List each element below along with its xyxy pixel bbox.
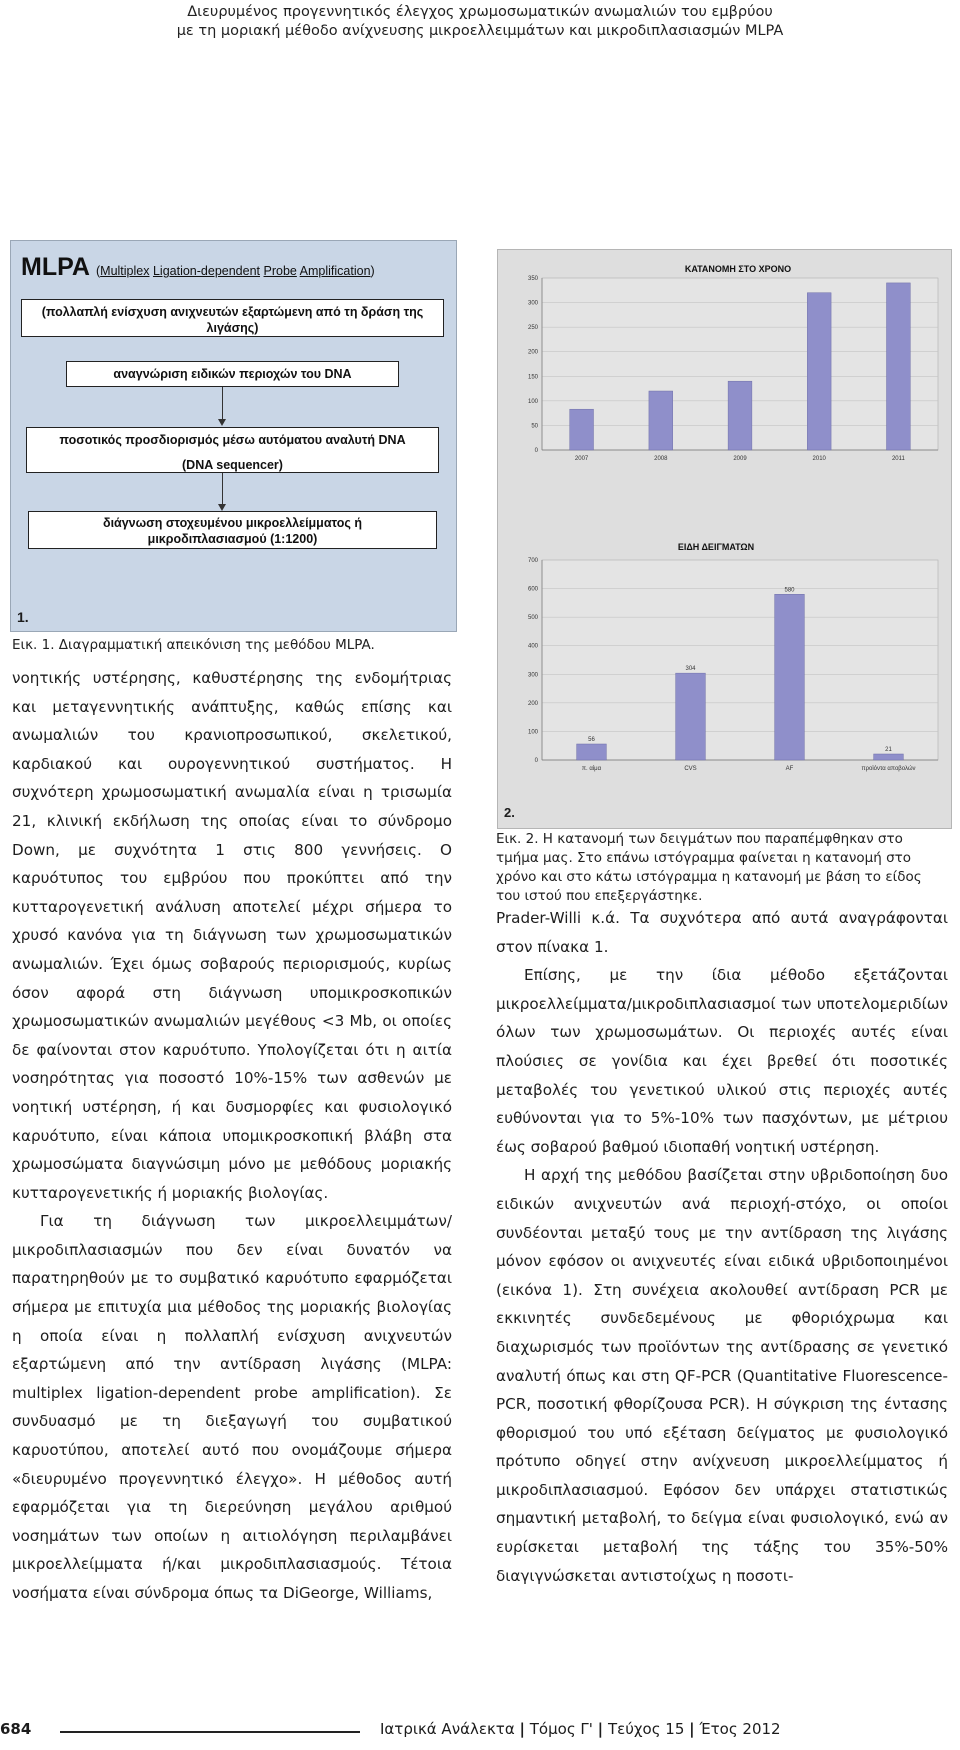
quantification-line2: (DNA sequencer) xyxy=(182,458,283,472)
diagram-box-diagnosis: διάγνωση στοχευμένου μικροελλείμματος ή μικροδιπλασιασμού (1:1200) xyxy=(28,511,437,549)
running-header-line1: Διευρυμένος προγεννητικός έλεγχος χρωμοσωματικών ανωμαλιών του εμβρύου xyxy=(187,4,773,20)
footer-volume: Τόμος Γ' xyxy=(529,1720,593,1738)
chart1-bar xyxy=(887,283,911,450)
page-number: 684 xyxy=(0,1720,32,1738)
chart2-ytick-label: 300 xyxy=(527,672,538,679)
title-word-amplification: Amplification xyxy=(299,264,371,278)
diagram-arrowhead-2 xyxy=(218,504,226,511)
diagram-box-quantification xyxy=(26,427,439,473)
chart2-bar xyxy=(676,673,706,760)
footer-year: Έτος 2012 xyxy=(699,1720,781,1738)
chart1-ytick-label: 300 xyxy=(527,300,538,307)
chart2-data-label: 304 xyxy=(685,666,696,673)
chart1-xtick-label: 2011 xyxy=(891,456,905,462)
left-column-text xyxy=(12,664,452,1608)
left-paragraph-1: νοητικής υστέρησης, καθυστέρησης της ενδομήτριας και μεταγεννητικής ανάπτυξης, καθώς επίσης και ανωμαλιών του κρανιοπροσωπικού, σκελετικού, καρδιακού και ουρογεννητικού συστήματος. Η συχνότερη χρωμοσωματική ανωμαλία είναι η τρισωμία 21, κλινική εκδήλωση της οποίας είναι το σύνδρομο Down, με συχνότητα 1 στις 800 γεννήσεις. Ο καρυότυπος του εμβρύου που προκύπτει από την κυτταρογενετική ανάλυση αποτελεί μέχρι σήμερα το χρυσό κανόνα για τη διάγνωση των χρωμοσωματικών ανωμαλιών. Έχει όμως σοβαρούς περιορισμούς, κυρίως όσον αφορά στη διάγνωση υπομικροσκοπικών χρωμοσωματικών ανωμαλιών μεγέθους <3 Mb, οι οποίες δε φαίνονται στον καρυότυπο. Υπολογίζεται ότι η αιτία νοσηρότητας για ποσοστό 10%-15% των ασθενών με νοητική υστέρηση, ή και δυσμορφίες και φυσιολογικό καρυότυπο, είναι κάποια υπομικροσκοπική βλάβη στα χρωμοσώματα διαγνώσιμη μόνο με μεθόδους μοριακής κυτταρογενετικής ή μοριακής βιολογίας. xyxy=(12,669,452,1202)
chart2-data-label: 21 xyxy=(885,747,892,753)
chart2-ytick-label: 200 xyxy=(527,700,538,707)
figure-1-caption: Εικ. 1. Διαγραμματική απεικόνιση της μεθόδου MLPA. xyxy=(12,637,375,653)
right-column-text xyxy=(496,904,948,1590)
right-paragraph-1: Prader-Willi κ.ά. Τα συχνότερα από αυτά αναγράφονται στον πίνακα 1. xyxy=(496,909,948,956)
right-paragraph-3: Η αρχή της μεθόδου βασίζεται στην υβριδοποίηση δυο ειδικών ανιχνευτών ανά περιοχή-στόχο, οι οποίοι συνδέονται μεταξύ τους με την αντίδραση της λιγάσης μόνον εφόσον οι ανιχνευτές είναι ειδικά υβριδοποιημένοι (εικόνα 1). Στη συνέχεια ακολουθεί αντίδραση PCR με εκκινητές συνδεδεμένους με φθοριόχρωμα και διαχωρισμός των προϊόντων της αντίδρασης σε γενετικό αναλυτή όπως και στη QF-PCR (Quantitative Fluorescence-PCR, ποσοτική φθορίζουσα PCR). Η σύγκριση της έντασης φθορισμού του υπό εξέταση δείγματος με φυσιολογικό πρότυπο οδηγεί στην ανίχνευση μικροελλείμματος ή μικροδιπλασιασμού. Εφόσον δεν υπάρχει στατιστικώς σημαντική μεταβολή, το δείγμα είναι φυσιολογικό, ενώ αν ευρίσκεται μεταβολή της τάξης του 35%-50% διαγιγνώσκεται αντιστοίχως η ποσοτι- xyxy=(496,1166,948,1585)
chart1-ytick-label: 150 xyxy=(527,374,538,381)
chart1-ytick-label: 200 xyxy=(527,349,538,356)
chart1-bar xyxy=(807,293,831,450)
figure-1-number: 1. xyxy=(17,609,29,625)
figure-1-title-acronym: MLPA xyxy=(21,253,90,281)
figure-2-chart-svg xyxy=(498,250,951,828)
footer-rule xyxy=(60,1731,360,1733)
diagram-arrowhead-1 xyxy=(218,419,226,426)
footer-issue: Τεύχος 15 xyxy=(607,1720,685,1738)
chart2-ytick-label: 600 xyxy=(527,586,538,593)
chart2-xtick-label: AF xyxy=(785,766,794,772)
figure-2-caption: Εικ. 2. Η κατανομή των δειγμάτων που παραπέμφθηκαν στο τμήμα μας. Στο επάνω ιστόγραμμα φαίνεται η κατανομή στο χρόνο και στο κάτω ιστόγραμμα η κατανομή με βάση το είδος του ιστού που επεξεργάστηκε. xyxy=(496,831,922,904)
chart2-xtick-label: CVS xyxy=(684,766,697,772)
diagram-arrow-1 xyxy=(222,387,223,421)
footer-journal: Ιατρικά Ανάλεκτα xyxy=(380,1720,515,1738)
chart2-xtick-label: π. αίμα xyxy=(581,766,602,772)
chart1-ytick-label: 250 xyxy=(527,325,538,332)
chart1-ytick-label: 0 xyxy=(534,448,538,454)
chart2-ytick-label: 700 xyxy=(527,558,538,564)
figure-1-title: MLPA (Multiplex Ligation-dependent Probe Amplification) xyxy=(21,253,375,281)
chart1-ytick-label: 100 xyxy=(527,398,538,405)
chart2-bar xyxy=(874,754,904,760)
running-header-line2: με τη μοριακή μέθοδο ανίχνευσης μικροελλειμμάτων και μικροδιπλασιασμών MLPA xyxy=(176,23,784,39)
chart2-title: ΕΙΔΗ ΔΕΙΓΜΑΤΩΝ xyxy=(677,542,755,552)
chart1-bar xyxy=(649,391,673,450)
diagram-box-recognition: αναγνώριση ειδικών περιοχών του DNA xyxy=(66,361,399,387)
chart2-ytick-label: 400 xyxy=(527,643,538,650)
chart1-bar xyxy=(570,409,594,450)
title-word-multiplex: Multiplex xyxy=(100,264,150,278)
figure-2-charts xyxy=(497,249,952,829)
chart2-bar xyxy=(775,594,805,760)
diagram-box-mlpa-definition: (πολλαπλή ενίσχυση ανιχνευτών εξαρτώμενη από τη δράση της λιγάσης) xyxy=(21,299,444,337)
chart1-title: ΚΑΤΑΝΟΜΗ ΣΤΟ ΧΡΟΝΟ xyxy=(684,264,792,274)
chart1-xtick-label: 2008 xyxy=(654,456,668,462)
quantification-line1: ποσοτικός προσδιορισμός μέσω αυτόματου αναλυτή DNA xyxy=(59,433,406,447)
chart2-bar xyxy=(577,744,607,760)
figure-1-mlpa-diagram xyxy=(10,240,457,632)
chart2-ytick-label: 500 xyxy=(527,615,538,622)
chart2-data-label: 56 xyxy=(588,737,595,743)
left-paragraph-2: Για τη διάγνωση των μικροελλειμμάτων/μικροδιπλασιασμών που δεν είναι δυνατόν να παρατηρηθούν με το συμβατικό καρυότυπο εφαρμόζεται σήμερα με επιτυχία μια μέθοδος της μοριακής βιολογίας η οποία είναι η πολλαπλή ενίσχυση ανιχνευτών εξαρτώμενη από την αντίδραση λιγάσης (MLPA: multiplex ligation-dependent probe amplification). Σε συνδυασμό με τη διεξαγωγή του συμβατικού καρυοτύπου, αποτελεί αυτό που ονομάζουμε σήμερα «διευρυμένο προγεννητικό έλεγχο». Η μέθοδος αυτή εφαρμόζεται για τη διερεύνηση μεγάλου αριθμού νοσημάτων των οποίων η αιτιολόγηση περιλαμβάνει μικροελλείμματα ή/και μικροδιπλασιασμούς. Τέτοια νοσήματα είναι σύνδρομα όπως τα DiGeorge, Williams, xyxy=(12,1212,452,1602)
chart1-xtick-label: 2007 xyxy=(574,456,589,462)
chart1-ytick-label: 350 xyxy=(527,276,538,282)
right-paragraph-2: Επίσης, με την ίδια μέθοδο εξετάζονται μικροελλείμματα/μικροδιπλασιασμοί των υποτελομεριδίων όλων των χρωμοσωμάτων. Οι περιοχές αυτές είναι πλούσιες σε γονίδια και έχει βρεθεί ότι ποσοτικές μεταβολές του γενετικού υλικού στις περιοχές αυτές ευθύνονται για το 5%-10% των πασχόντων, με μέτριου έως σοβαρού βαθμού ιδιοπαθή νοητική υστέρηση. xyxy=(496,966,948,1156)
diagram-arrow-2 xyxy=(222,473,223,507)
chart1-bar xyxy=(728,381,752,450)
chart1-ytick-label: 50 xyxy=(531,423,538,430)
title-word-probe: Probe xyxy=(263,264,297,278)
title-word-ligation: Ligation-dependent xyxy=(152,264,261,278)
figure-2-number: 2. xyxy=(504,805,515,820)
chart2-plot-area xyxy=(542,560,938,760)
chart2-data-label: 580 xyxy=(784,587,795,594)
footer-journal-info: Ιατρικά Ανάλεκτα | Τόμος Γ' | Τεύχος 15 | Έτος 2012 xyxy=(380,1720,781,1738)
chart2-ytick-label: 0 xyxy=(534,758,538,764)
chart1-xtick-label: 2010 xyxy=(812,456,826,462)
chart1-xtick-label: 2009 xyxy=(733,456,747,462)
chart2-ytick-label: 100 xyxy=(527,729,538,736)
chart2-xtick-label: προϊόντα αποβολών xyxy=(861,766,916,772)
